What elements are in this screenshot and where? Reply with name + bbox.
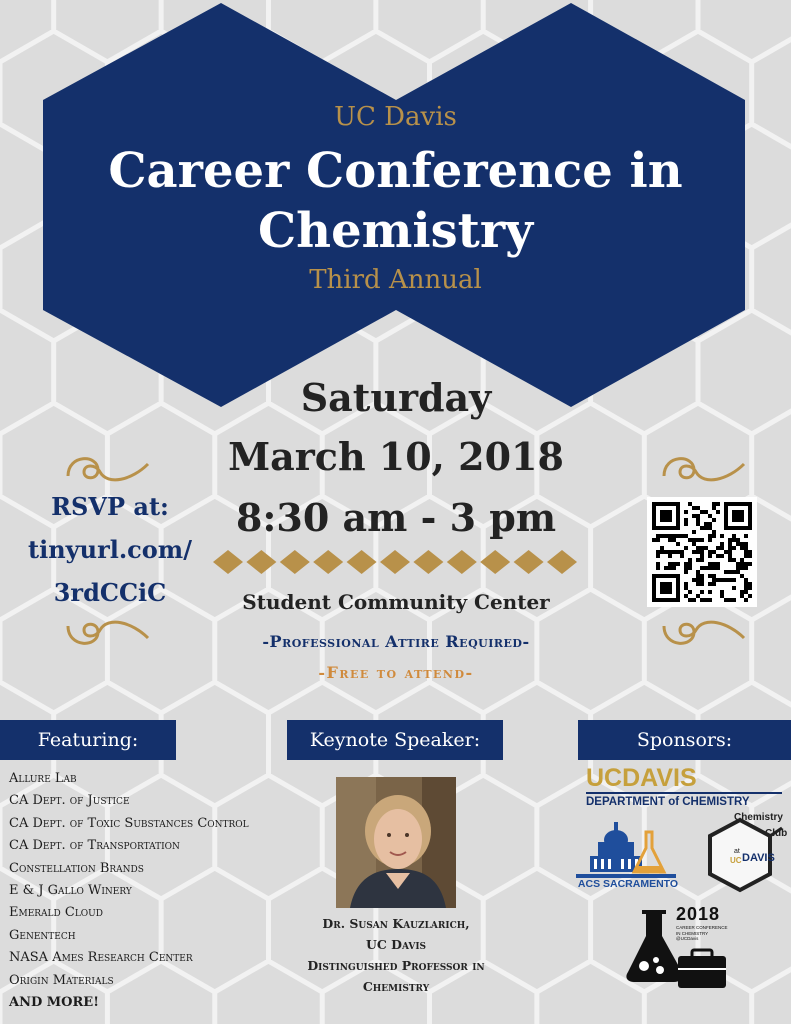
conference-title-line2: Chemistry	[257, 203, 534, 259]
qr-code[interactable]	[647, 497, 757, 607]
club-uc-label: UC	[730, 856, 742, 865]
speaker-field: Chemistry	[362, 979, 430, 994]
cost-note: -Free to attend-	[318, 663, 474, 682]
ucdavis-chemistry-logo	[586, 765, 782, 810]
list-item: Emerald Cloud	[9, 905, 103, 921]
list-item: CA Dept. of Justice	[9, 793, 130, 809]
edition-label: Third Annual	[309, 265, 482, 295]
event-venue: Student Community Center	[242, 590, 550, 614]
speaker-caption	[292, 913, 500, 997]
org-name: UC Davis	[334, 102, 457, 132]
club-label-right: Club	[765, 828, 788, 839]
attire-note: -Professional Attire Required-	[262, 632, 530, 651]
rsvp-url-line2[interactable]: 3rdCCiC	[53, 578, 167, 607]
conference-logo-line2: IN CHEMISTRY	[676, 930, 709, 936]
sponsors-heading: Sponsors:	[578, 720, 791, 760]
acs-sacramento-label: ACS SACRAMENTO	[577, 878, 679, 890]
rsvp-label: RSVP at:	[51, 492, 169, 521]
swirl-ornament-right-bottom	[658, 612, 748, 656]
club-davis-label: DAVIS	[742, 852, 775, 864]
speaker-name: Dr. Susan Kauzlarich,	[322, 916, 470, 931]
list-item: Allure Lab	[9, 771, 77, 786]
list-item: NASA Ames Research Center	[9, 950, 193, 966]
qr-code-pattern	[647, 497, 757, 607]
conference-title-line1: Career Conference in	[108, 143, 683, 199]
event-time: 8:30 am - 3 pm	[235, 495, 557, 540]
featuring-list	[9, 768, 249, 1014]
conference-logo-text	[676, 925, 728, 942]
club-label-top: Chemistry	[734, 812, 783, 823]
event-date: March 10, 2018	[228, 434, 564, 479]
department-of-chemistry: DEPARTMENT of CHEMISTRY	[586, 796, 750, 808]
club-at-label: at	[734, 848, 740, 855]
swirl-ornament-left-top	[62, 446, 152, 490]
list-item: CA Dept. of Toxic Substances Control	[9, 815, 249, 831]
conference-logo-line3: @UCDavis	[676, 936, 699, 941]
speaker-portrait-illustration	[336, 777, 456, 908]
conference-logo-line1: CAREER CONFERENCE	[676, 925, 728, 930]
event-day: Saturday	[300, 375, 492, 420]
diamond-divider	[212, 548, 578, 576]
swirl-ornament-right-top	[658, 446, 748, 490]
swirl-ornament-left-bottom	[62, 612, 152, 656]
speaker-title: Distinguished Professor in	[307, 958, 485, 973]
keynote-heading: Keynote Speaker:	[287, 720, 503, 760]
featuring-heading: Featuring:	[0, 720, 176, 760]
speaker-photo	[336, 777, 456, 908]
list-item: Genentech	[9, 927, 76, 943]
speaker-affiliation: UC Davis	[365, 937, 427, 952]
list-item: E & J Gallo Winery	[9, 883, 132, 899]
list-item: Origin Materials	[9, 972, 114, 988]
conference-logo-year: 2018	[676, 904, 721, 924]
acs-capitol-icon	[576, 820, 676, 882]
ucdavis-wordmark: UCDAVIS	[586, 764, 697, 792]
list-item: AND MORE!	[9, 995, 99, 1011]
list-item: Constellation Brands	[9, 860, 144, 876]
rsvp-url-line1[interactable]: tinyurl.com/	[28, 535, 192, 564]
list-item: CA Dept. of Transportation	[9, 838, 180, 854]
